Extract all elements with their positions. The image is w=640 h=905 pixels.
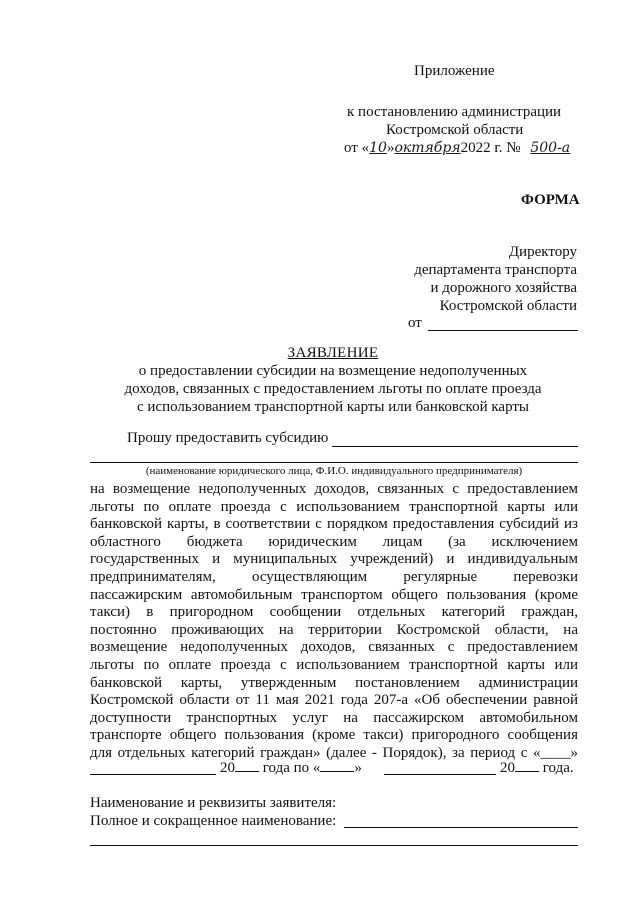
request-blank-2[interactable]	[90, 462, 578, 463]
period-year-2-blank[interactable]	[515, 770, 539, 772]
body-line: для отдельных категорий граждан» (далее - Порядок), за период с «____»	[90, 744, 578, 761]
body-line: возмещение недополученных доходов, связанных с предоставлением	[90, 639, 578, 656]
decree-number-handwritten: 500-а	[530, 140, 571, 156]
date-mid: »	[386, 140, 395, 156]
decree-line-1: к постановлению администрации	[347, 104, 562, 120]
period-end-month-blank[interactable]	[384, 774, 496, 775]
title-sub-3: с использованием транспортной карты или банковской карты	[137, 399, 529, 415]
body-line: банковской карты, утвержденным постановлением администрации	[90, 674, 578, 691]
form-label: ФОРМА	[521, 192, 580, 208]
body-line: транспорте общего пользования (кроме такси) пригородного сообщения	[90, 727, 578, 744]
date-day-handwritten: 10	[369, 140, 387, 156]
addressee-line-3: и дорожного хозяйства	[430, 280, 577, 296]
requisites-full-name-blank-2[interactable]	[90, 845, 578, 846]
decree-date-line	[344, 140, 570, 157]
requisites-full-name-label: Полное и сокращенное наименование:	[90, 813, 337, 829]
requisites-full-name-blank[interactable]	[344, 827, 578, 828]
document-title: ЗАЯВЛЕНИЕ	[287, 345, 379, 361]
date-month-handwritten: октября	[394, 140, 461, 156]
period-year-2-suffix: года.	[542, 760, 574, 776]
addressee-line-4: Костромской области	[439, 298, 577, 314]
period-year-2	[500, 760, 574, 777]
body-line: такси) в пригородном сообщении отдельных категорий граждан,	[90, 604, 578, 621]
addressee-from: от	[408, 315, 422, 331]
body-line: постоянно проживающих на территории Костромской области, на	[90, 621, 578, 638]
body-line: льготы по оплате проезда с использованием транспортной карты или	[90, 498, 578, 515]
appendix-label: Приложение	[414, 63, 495, 79]
period-end-day-blank[interactable]	[320, 770, 354, 772]
date-prefix: от «	[344, 140, 370, 156]
body-line: на возмещение недополученных доходов, связанных с предоставлением	[90, 481, 578, 497]
date-year: 2022 г. №	[460, 140, 521, 156]
period-year-1	[220, 760, 362, 777]
addressee-line-2: департамента транспорта	[414, 262, 577, 278]
period-to-text: года по «	[262, 760, 321, 776]
period-year-1-text: 20	[220, 760, 235, 776]
period-year-2-text: 20	[500, 760, 515, 776]
requisites-heading: Наименование и реквизиты заявителя:	[90, 795, 337, 811]
body-line: пассажирским автомобильным транспортом общего пользования (кроме	[90, 586, 578, 603]
body-line: доступности транспортных услуг на пассажирском автомобильном	[90, 709, 578, 726]
title-sub-1: о предоставлении субсидии на возмещение недополученных	[138, 363, 528, 379]
request-text: Прошу предоставить субсидию	[127, 430, 329, 446]
body-line: льготы по оплате проезда с использованием транспортной карты или	[90, 656, 578, 673]
body-line: банковской карты, в соответствии с порядком предоставления субсидий из	[90, 516, 578, 533]
title-sub-2: доходов, связанных с предоставлением льготы по оплате проезда	[124, 381, 542, 397]
request-caption: (наименование юридического лица, Ф.И.О. индивидуального предпринимателя)	[145, 465, 523, 477]
period-start-blank[interactable]	[90, 774, 216, 775]
period-quote-close: »	[354, 760, 362, 776]
body-line: Костромской области от 11 мая 2021 года 207-а «Об обеспечении равной	[90, 692, 578, 709]
decree-line-2: Костромской области	[386, 122, 524, 138]
body-line: государственных и муниципальных учреждений) и индивидуальным	[90, 551, 578, 568]
body-paragraph	[90, 481, 578, 763]
period-year-1-blank[interactable]	[235, 770, 259, 772]
body-line: областного бюджета юридическим лицам (за исключением	[90, 533, 578, 550]
addressee-from-blank[interactable]	[428, 330, 578, 331]
addressee-line-1: Директору	[508, 244, 577, 260]
request-blank-1[interactable]	[332, 446, 578, 447]
body-line: предпринимателям, осуществляющим регулярные перевозки	[90, 568, 578, 585]
